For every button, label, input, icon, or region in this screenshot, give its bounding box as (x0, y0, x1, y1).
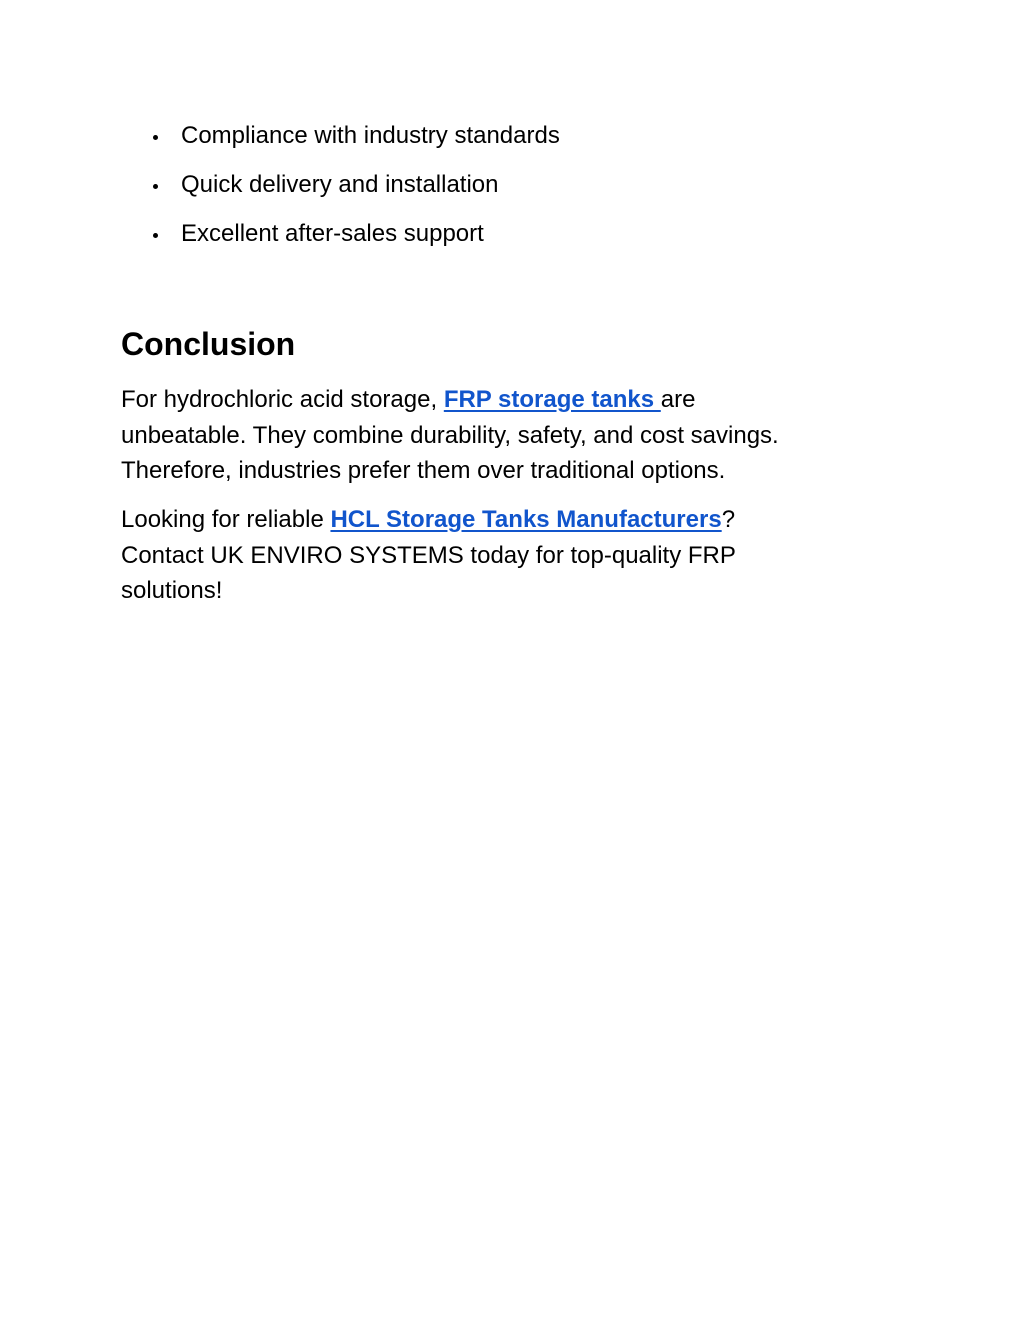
paragraph-line: unbeatable. They combine durability, safety, and cost savings. (121, 421, 779, 449)
paragraph-line (121, 382, 921, 418)
list-item-text: Excellent after-sales support (181, 220, 484, 247)
paragraph-line: Therefore, industries prefer them over traditional options. (121, 457, 726, 484)
list-item-text: Compliance with industry standards (181, 122, 560, 149)
paragraph-text: ? (721, 506, 736, 533)
hcl-storage-tanks-manufacturers-link[interactable]: HCL Storage Tanks Manufacturers (330, 506, 722, 533)
paragraph-line (121, 502, 921, 538)
conclusion-heading: Conclusion (121, 326, 296, 362)
conclusion-paragraph-1 (121, 382, 921, 489)
bullet-icon (153, 233, 158, 238)
list-item (121, 165, 560, 214)
bullet-icon (153, 135, 158, 140)
paragraph-line: Contact UK ENVIRO SYSTEMS today for top-quality FRP (121, 541, 736, 569)
paragraph-line: solutions! (121, 577, 223, 604)
frp-storage-tanks-link[interactable]: FRP storage tanks (443, 386, 661, 413)
paragraph-text: For hydrochloric acid storage, (121, 386, 444, 413)
benefits-list (121, 116, 560, 263)
list-item-text: Quick delivery and installation (181, 171, 499, 198)
list-item (121, 214, 560, 263)
conclusion-paragraph-2 (121, 502, 921, 609)
paragraph-text: Looking for reliable (121, 506, 331, 533)
list-item (121, 116, 560, 165)
paragraph-text: are (660, 386, 696, 413)
bullet-icon (153, 184, 158, 189)
